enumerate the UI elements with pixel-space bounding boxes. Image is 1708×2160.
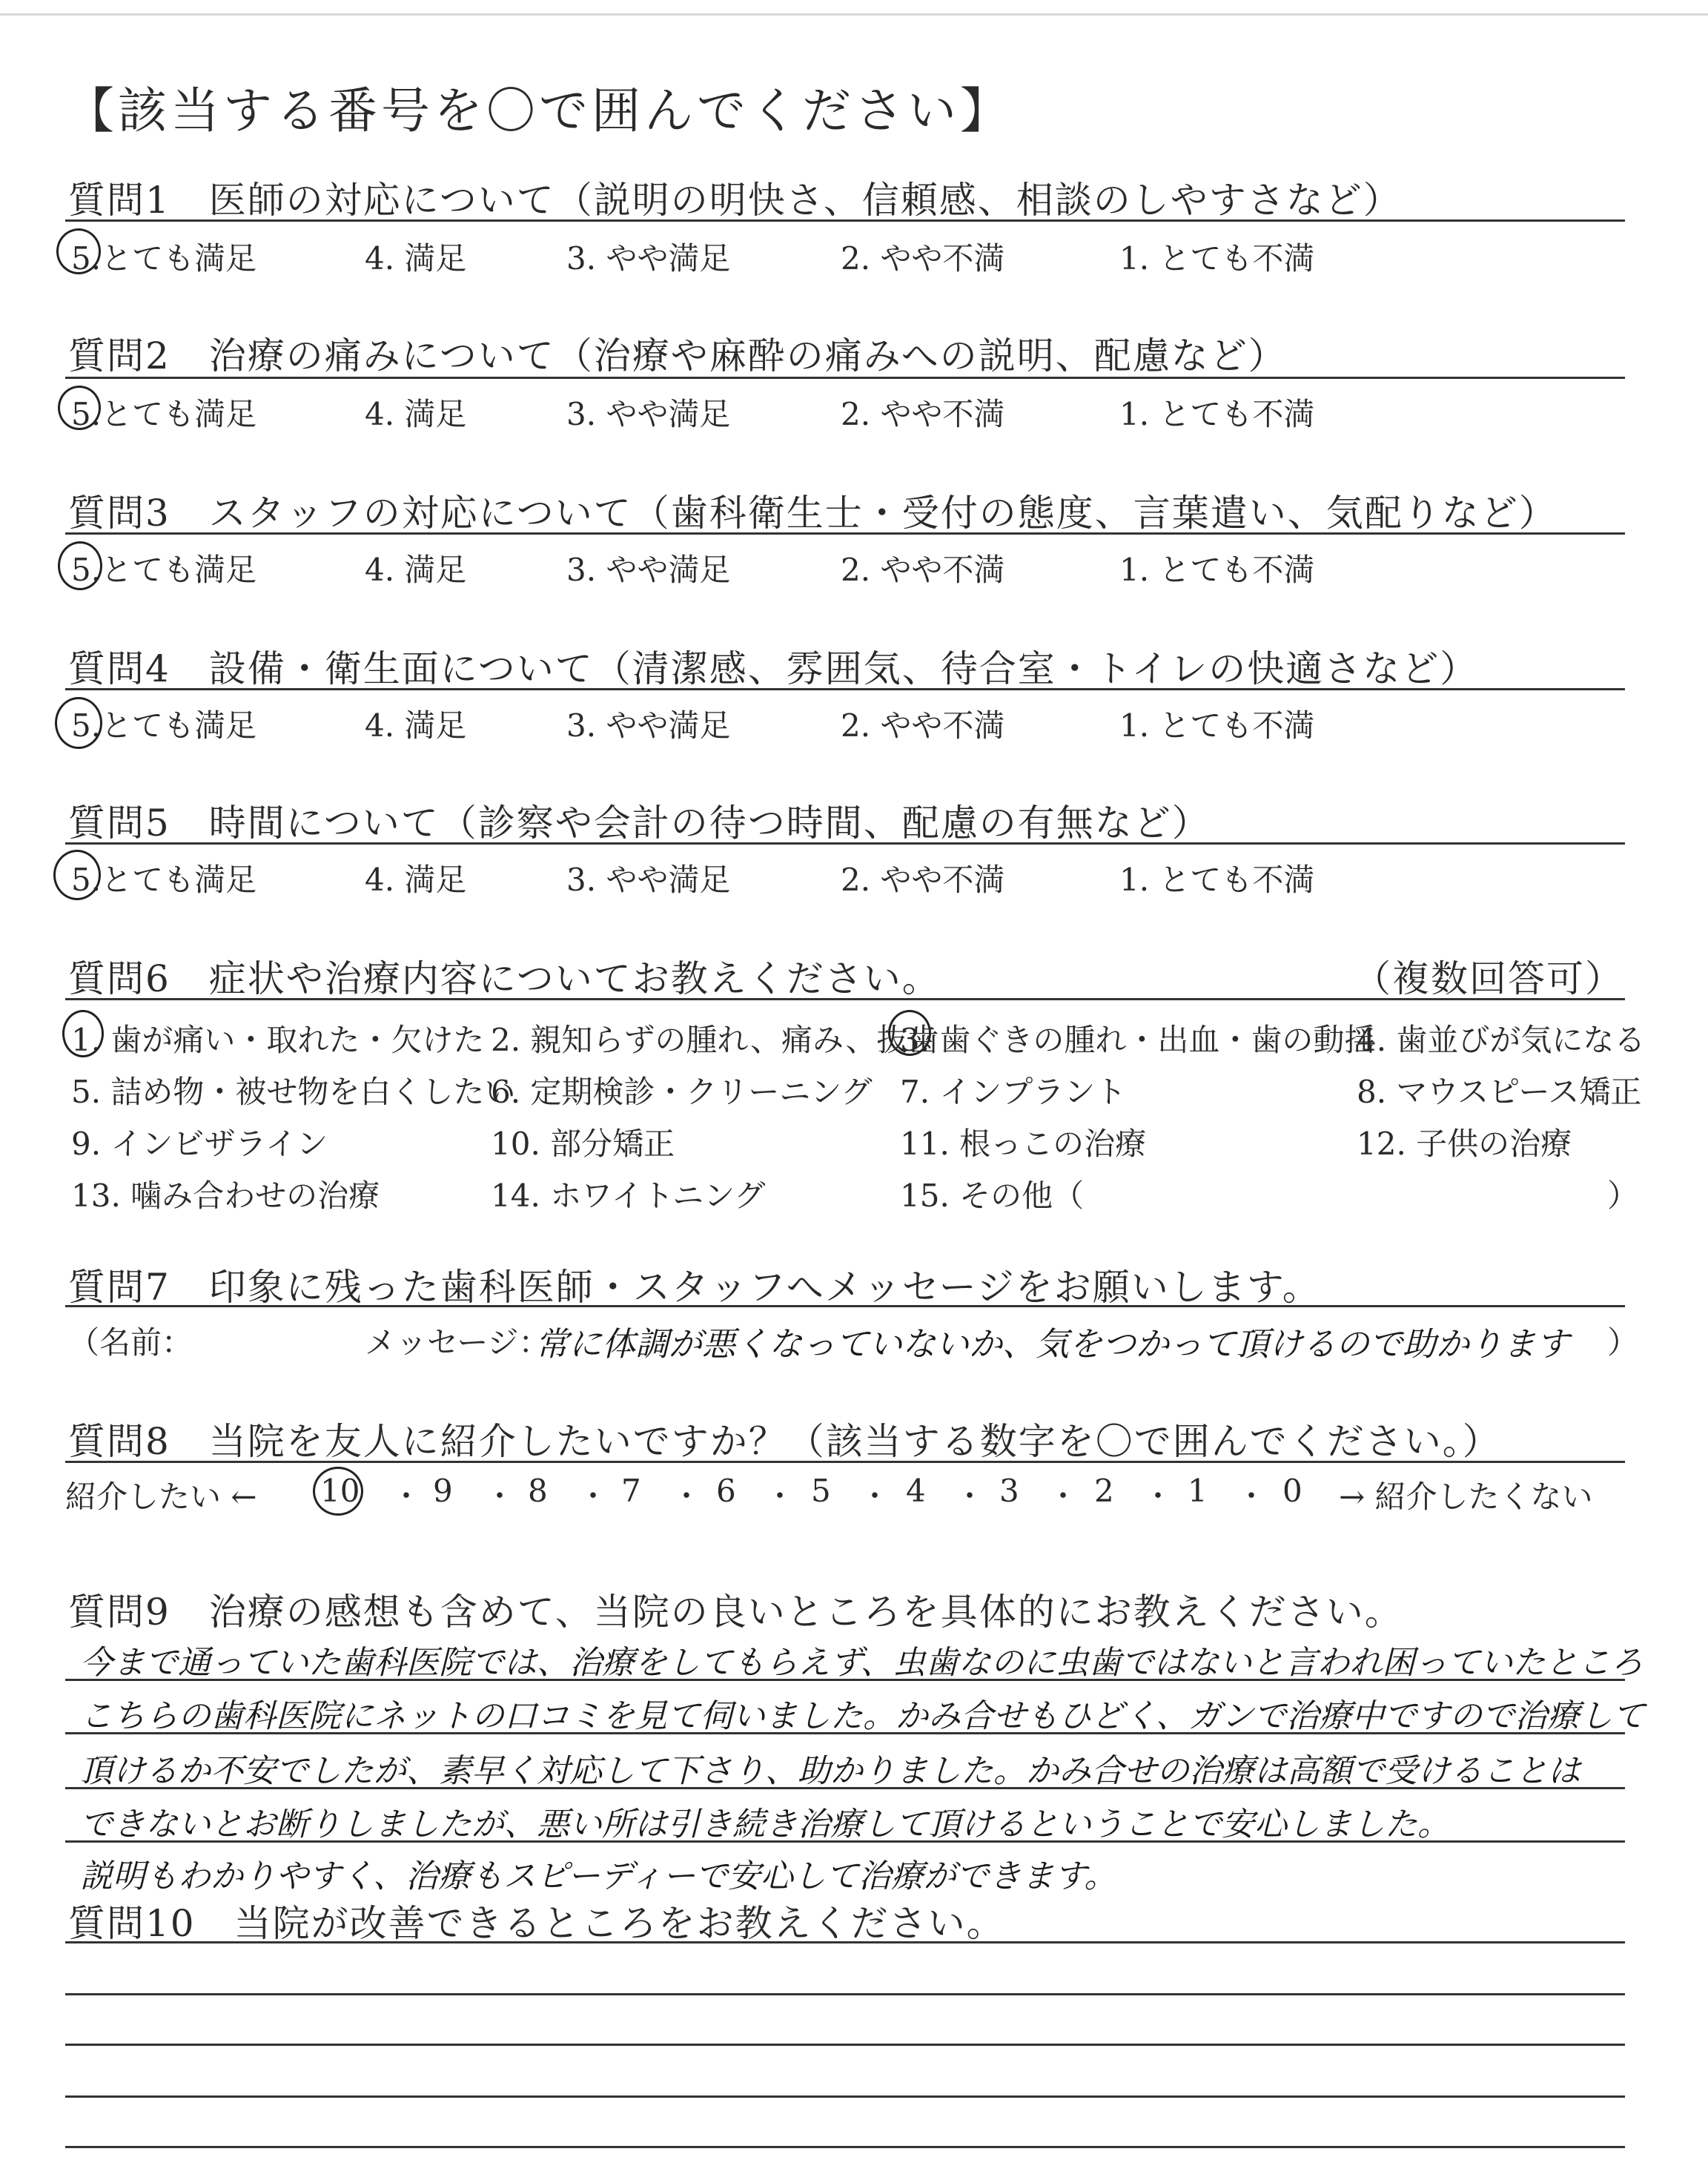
q2-option-2[interactable]: 2. やや不満: [841, 396, 1005, 432]
question-6-note: （複数回答可）: [1354, 957, 1623, 1000]
q1-option-1[interactable]: 1. とても不満: [1119, 240, 1315, 277]
q9-answer-line-2[interactable]: こちらの歯科医院にネットの口コミを見て伺いました。かみ合せもひどく、ガンで治療中ですので治療して: [80, 1697, 1646, 1735]
q5-option-5[interactable]: 5.とても満足: [71, 862, 257, 898]
question-1-title: 質問1 医師の対応について（説明の明快さ、信頼感、相談のしやすさなど）: [68, 179, 1402, 222]
q6-item-2[interactable]: 2. 親知らずの腫れ、痛み、抜歯: [491, 1022, 939, 1058]
q8-scale-8[interactable]: 8: [528, 1473, 548, 1509]
q4-option-1[interactable]: 1. とても不満: [1119, 707, 1315, 744]
q8-dot: ・: [955, 1479, 984, 1513]
q8-left-label: 紹介したい ←: [65, 1479, 257, 1515]
q8-scale-1[interactable]: 1: [1188, 1473, 1208, 1509]
q4-option-2[interactable]: 2. やや不満: [841, 707, 1005, 744]
q6-item-9[interactable]: 9. インビザライン: [71, 1126, 328, 1162]
question-3-title: 質問3 スタッフの対応について（歯科衛生士・受付の態度、言葉遣い、気配りなど）: [68, 492, 1558, 535]
q8-dot: ・: [1048, 1479, 1078, 1513]
q9-answer-line-5[interactable]: 説明もわかりやすく、治療もスピーディーで安心して治療ができます。: [80, 1857, 1117, 1895]
q6-item-3[interactable]: 3. 歯ぐきの腫れ・出血・歯の動揺: [900, 1022, 1376, 1058]
q6-item-11[interactable]: 11. 根っこの治療: [900, 1126, 1147, 1162]
q10-line-rule: [65, 2095, 1625, 2098]
question-4-title: 質問4 設備・衛生面について（清潔感、雰囲気、待合室・トイレの快適さなど）: [68, 647, 1479, 690]
q8-scale-6[interactable]: 6: [716, 1473, 736, 1509]
q5-option-4[interactable]: 4. 満足: [365, 862, 467, 898]
q3-option-3[interactable]: 3. やや満足: [566, 552, 731, 588]
question-10-title: 質問10 当院が改善できるところをお教えください。: [68, 1902, 1005, 1945]
q8-dot: ・: [860, 1479, 890, 1513]
q10-line-rule: [65, 2146, 1625, 2148]
q6-item-14[interactable]: 14. ホワイトニング: [491, 1178, 766, 1214]
question-9-title: 質問9 治療の感想も含めて、当院の良いところを具体的にお教えください。: [68, 1591, 1403, 1634]
q6-item-13[interactable]: 13. 噛み合わせの治療: [71, 1178, 380, 1214]
q8-dot: ・: [672, 1479, 701, 1513]
q4-option-5[interactable]: 5.とても満足: [71, 707, 257, 744]
q8-dot: ・: [1143, 1479, 1173, 1513]
question-1-rule: [65, 219, 1625, 222]
q4-option-4[interactable]: 4. 満足: [365, 707, 467, 744]
question-7-rule: [65, 1305, 1625, 1307]
q8-dot: ・: [578, 1479, 608, 1513]
q10-line-rule: [65, 1993, 1625, 1995]
question-5-rule: [65, 842, 1625, 845]
q8-right-label: → 紹介したくない: [1339, 1479, 1593, 1515]
q1-option-4[interactable]: 4. 満足: [365, 240, 467, 277]
q8-scale-0[interactable]: 0: [1282, 1473, 1302, 1509]
q6-item-7[interactable]: 7. インプラント: [900, 1074, 1127, 1110]
q4-option-3[interactable]: 3. やや満足: [566, 707, 731, 744]
q6-item-4[interactable]: 4. 歯並びが気になる: [1357, 1022, 1646, 1058]
q3-option-4[interactable]: 4. 満足: [365, 552, 467, 588]
question-2-title: 質問2 治療の痛みについて（治療や麻酔の痛みへの説明、配慮など）: [68, 334, 1287, 377]
q9-answer-line-1[interactable]: 今まで通っていた歯科医院では、治療をしてもらえず、虫歯なのに虫歯ではないと言われ困っていたところ: [80, 1644, 1644, 1682]
page-top-edge: [0, 13, 1708, 16]
q6-item-8[interactable]: 8. マウスピース矯正: [1357, 1074, 1642, 1110]
q8-scale-2[interactable]: 2: [1094, 1473, 1114, 1509]
q5-option-3[interactable]: 3. やや満足: [566, 862, 731, 898]
page-title: 【該当する番号を〇で囲んでください】: [65, 82, 1013, 139]
q6-item-5[interactable]: 5. 詰め物・被せ物を白くしたい: [71, 1074, 516, 1110]
q7-name-label: （名前：: [68, 1324, 193, 1361]
q8-scale-10[interactable]: 10: [320, 1473, 360, 1509]
question-5-title: 質問5 時間について（診察や会計の待つ時間、配慮の有無など）: [68, 802, 1211, 845]
q9-answer-line-3[interactable]: 頂けるか不安でしたが、素早く対応して下さり、助かりました。かみ合せの治療は高額で受けることは: [80, 1752, 1580, 1790]
q8-scale-7[interactable]: 7: [621, 1473, 641, 1509]
q2-option-5[interactable]: 5.とても満足: [71, 396, 257, 432]
question-2-rule: [65, 377, 1625, 379]
q3-option-1[interactable]: 1. とても不満: [1119, 552, 1315, 588]
q3-option-5[interactable]: 5.とても満足: [71, 552, 257, 588]
question-6-title: 質問6 症状や治療内容についてお教えください。: [68, 957, 941, 1000]
q7-close-paren: ）: [1607, 1324, 1639, 1361]
q9-answer-line-4[interactable]: できないとお断りしましたが、悪い所は引き続き治療して頂けるということで安心しました。: [80, 1806, 1450, 1843]
question-4-rule: [65, 688, 1625, 690]
q10-line-rule: [65, 1941, 1625, 1943]
q6-item-15-close: ）: [1607, 1178, 1639, 1214]
q8-dot: ・: [765, 1479, 795, 1513]
q1-option-2[interactable]: 2. やや不満: [841, 240, 1005, 277]
q6-item-15[interactable]: 15. その他（: [900, 1178, 1085, 1214]
q5-option-2[interactable]: 2. やや不満: [841, 862, 1005, 898]
q7-message-label: メッセージ：: [365, 1324, 550, 1361]
q2-option-1[interactable]: 1. とても不満: [1119, 396, 1315, 432]
q8-scale-9[interactable]: 9: [433, 1473, 453, 1509]
q6-item-6[interactable]: 6. 定期検診・クリーニング: [491, 1074, 873, 1110]
q6-item-10[interactable]: 10. 部分矯正: [491, 1126, 675, 1162]
q6-item-12[interactable]: 12. 子供の治療: [1357, 1126, 1572, 1162]
q5-option-1[interactable]: 1. とても不満: [1119, 862, 1315, 898]
question-6-rule: [65, 998, 1625, 1000]
q10-line-rule: [65, 2044, 1625, 2046]
question-8-rule: [65, 1461, 1625, 1463]
q8-dot: ・: [391, 1479, 421, 1513]
q8-scale-4[interactable]: 4: [906, 1473, 926, 1509]
q8-scale-3[interactable]: 3: [999, 1473, 1019, 1509]
q2-option-4[interactable]: 4. 満足: [365, 396, 467, 432]
question-7-title: 質問7 印象に残った歯科医師・スタッフへメッセージをお願いします。: [68, 1266, 1321, 1309]
q8-scale-5[interactable]: 5: [811, 1473, 831, 1509]
q7-message-text[interactable]: 常に体調が悪くなっていないか、気をつかって頂けるので助かります: [535, 1324, 1570, 1364]
question-8-title: 質問8 当院を友人に紹介したいですか？（該当する数字を〇で囲んでください。）: [68, 1420, 1501, 1463]
q8-dot: ・: [485, 1479, 514, 1513]
q6-item-1[interactable]: 1. 歯が痛い・取れた・欠けた: [71, 1022, 485, 1058]
question-3-rule: [65, 532, 1625, 535]
q1-option-3[interactable]: 3. やや満足: [566, 240, 731, 277]
q8-dot: ・: [1237, 1479, 1266, 1513]
q3-option-2[interactable]: 2. やや不満: [841, 552, 1005, 588]
q2-option-3[interactable]: 3. やや満足: [566, 396, 731, 432]
q1-option-5[interactable]: 5.とても満足: [71, 240, 257, 277]
